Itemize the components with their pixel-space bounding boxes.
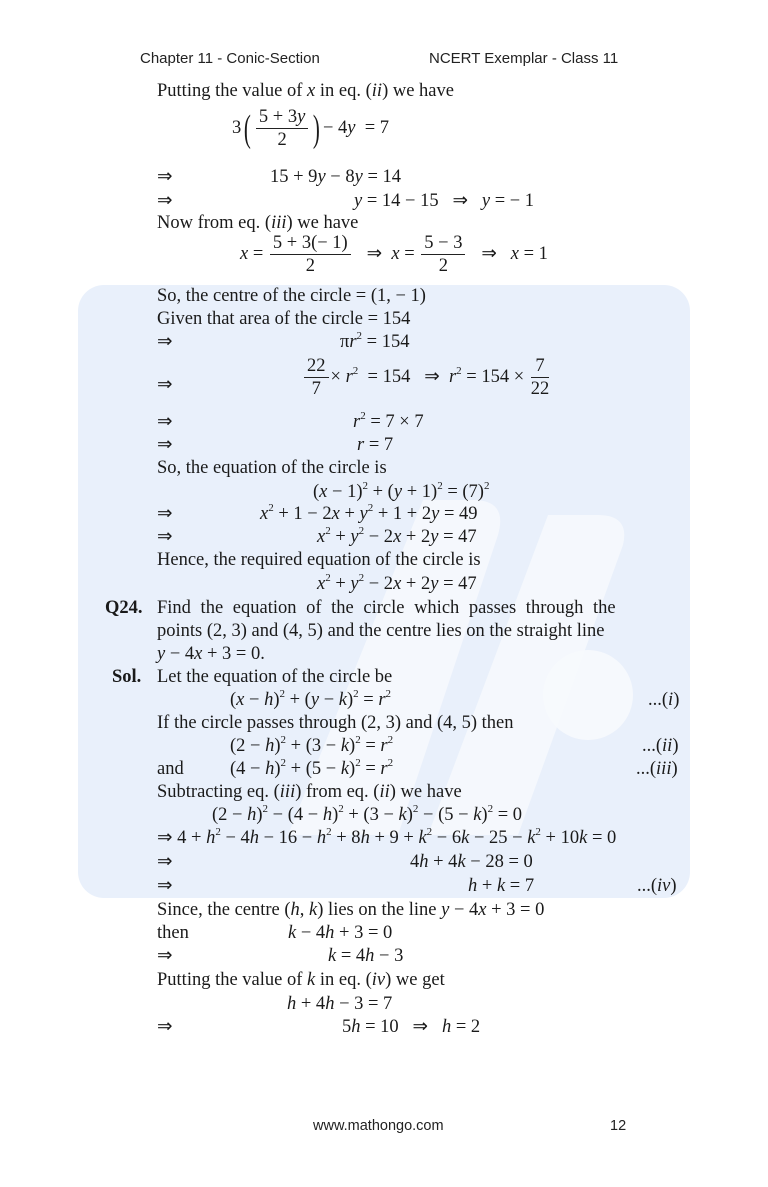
implies-arrow: ⇒ xyxy=(157,332,173,352)
text-line: If the circle passes through (2, 3) and (4, 5) then xyxy=(157,713,514,733)
text-line: Putting the value of x in eq. (ii) we have xyxy=(157,81,454,101)
implies-arrow: ⇒ xyxy=(157,852,173,872)
equation-line: 5h = 10 ⇒ h = 2 xyxy=(342,1017,481,1037)
equation-line: $(2 - h)^2 - (4 - h)^2 + (3 - k)^2 - (5 - k)^2 = 0$ xyxy=(212,803,523,825)
implies-arrow: ⇒ xyxy=(157,167,173,187)
equation-tag: ...(i) xyxy=(648,690,680,710)
equation-line: $(x - h)^2 + (y - k)^2 = r^2$ xyxy=(230,688,392,710)
implies-arrow: ⇒ xyxy=(157,527,173,547)
text-and: and xyxy=(157,759,184,779)
implies-arrow: ⇒ xyxy=(157,375,173,395)
book-title: NCERT Exemplar - Class 11 xyxy=(429,50,619,67)
text-line: Now from eq. (iii) we have xyxy=(157,213,359,233)
text-line: Given that area of the circle = 154 xyxy=(157,309,411,329)
equation-line: ⇒ $4 + h^2 - 4h - 16 - h^2 + 8h + 9 + k^2 - 6k - 25 - k^2 + 10k = 0$ xyxy=(157,826,617,848)
question-text: points (2, 3) and (4, 5) and the centre lies on the straight line xyxy=(157,621,605,641)
solution-label: Sol. xyxy=(112,667,142,687)
implies-arrow: ⇒ xyxy=(157,191,173,211)
text-line: So, the centre of the circle = (1, − 1) xyxy=(157,286,426,306)
equation-line: k − 4h + 3 = 0 xyxy=(288,923,393,943)
equation-line: h + 4h − 3 = 7 xyxy=(287,994,393,1014)
text-line: Hence, the required equation of the circle is xyxy=(157,550,481,570)
equation-line: $\pi r^2 = 154$ xyxy=(340,330,410,352)
equation-tag: ...(iii) xyxy=(636,759,678,779)
equation-tag: ...(iv) xyxy=(637,876,677,896)
implies-arrow: ⇒ xyxy=(157,876,173,896)
chapter-title: Chapter 11 - Conic-Section xyxy=(140,50,320,67)
equation-line: $(4 - h)^2 + (5 - k)^2 = r^2$ xyxy=(230,757,394,779)
equation-tag: ...(ii) xyxy=(642,736,679,756)
equation-line: h + k = 7 xyxy=(468,876,535,896)
implies-arrow: ⇒ xyxy=(157,435,173,455)
text-line: Putting the value of k in eq. (iv) we get xyxy=(157,970,445,990)
implies-arrow: ⇒ xyxy=(157,504,173,524)
equation-line: 15 + 9y − 8y = 14 xyxy=(270,167,401,187)
equation-line: $x^2 + y^2 - 2x + 2y = 47$ xyxy=(317,572,477,594)
equation-line: 3( $\frac{5 + 3y}{2}$ ) − 4y = 7 xyxy=(232,107,390,150)
implies-arrow: ⇒ xyxy=(157,412,173,432)
equation-line: r = 7 xyxy=(357,435,394,455)
equation-line: $r^2 = 7 \times 7$ xyxy=(353,410,424,432)
implies-arrow: ⇒ xyxy=(157,946,173,966)
question-label: Q24. xyxy=(105,598,143,618)
equation-line: $\frac{22}{7}$ × $r^2 = 154$ ⇒ $r^2 = 154$ × $\frac{7}{22}$ xyxy=(302,355,551,400)
equation-line: $x^2 + 1 - 2x + y^2 + 1 + 2y = 49$ xyxy=(260,502,478,524)
question-text: Find the equation of the circle which passes through the xyxy=(157,598,616,618)
equation-line: $x^2 + y^2 - 2x + 2y = 47$ xyxy=(317,525,477,547)
text-then: then xyxy=(157,923,189,943)
text-line: Let the equation of the circle be xyxy=(157,667,393,687)
footer-website: www.mathongo.com xyxy=(313,1118,444,1134)
equation-line: k = 4h − 3 xyxy=(328,946,404,966)
implies-arrow: ⇒ xyxy=(157,1017,173,1037)
equation-line: x = $\frac{5 + 3(- 1)}{2}$ ⇒ x = $\frac{5 - 3}{2}$ ⇒ x = 1 xyxy=(240,233,548,276)
text-line: Subtracting eq. (iii) from eq. (ii) we have xyxy=(157,782,462,802)
equation-line: y = 14 − 15 ⇒ y = − 1 xyxy=(354,191,535,211)
equation-line: 4h + 4k − 28 = 0 xyxy=(410,852,533,872)
equation-line: $(x - 1)^2 + (y + 1)^2 = (7)^2$ xyxy=(313,480,490,502)
text-line: So, the equation of the circle is xyxy=(157,458,387,478)
page-number: 12 xyxy=(610,1118,627,1134)
question-text: y − 4x + 3 = 0. xyxy=(157,644,265,664)
equation-line: $(2 - h)^2 + (3 - k)^2 = r^2$ xyxy=(230,734,394,756)
text-line: Since, the centre (h, k) lies on the line y − 4x + 3 = 0 xyxy=(157,900,545,920)
